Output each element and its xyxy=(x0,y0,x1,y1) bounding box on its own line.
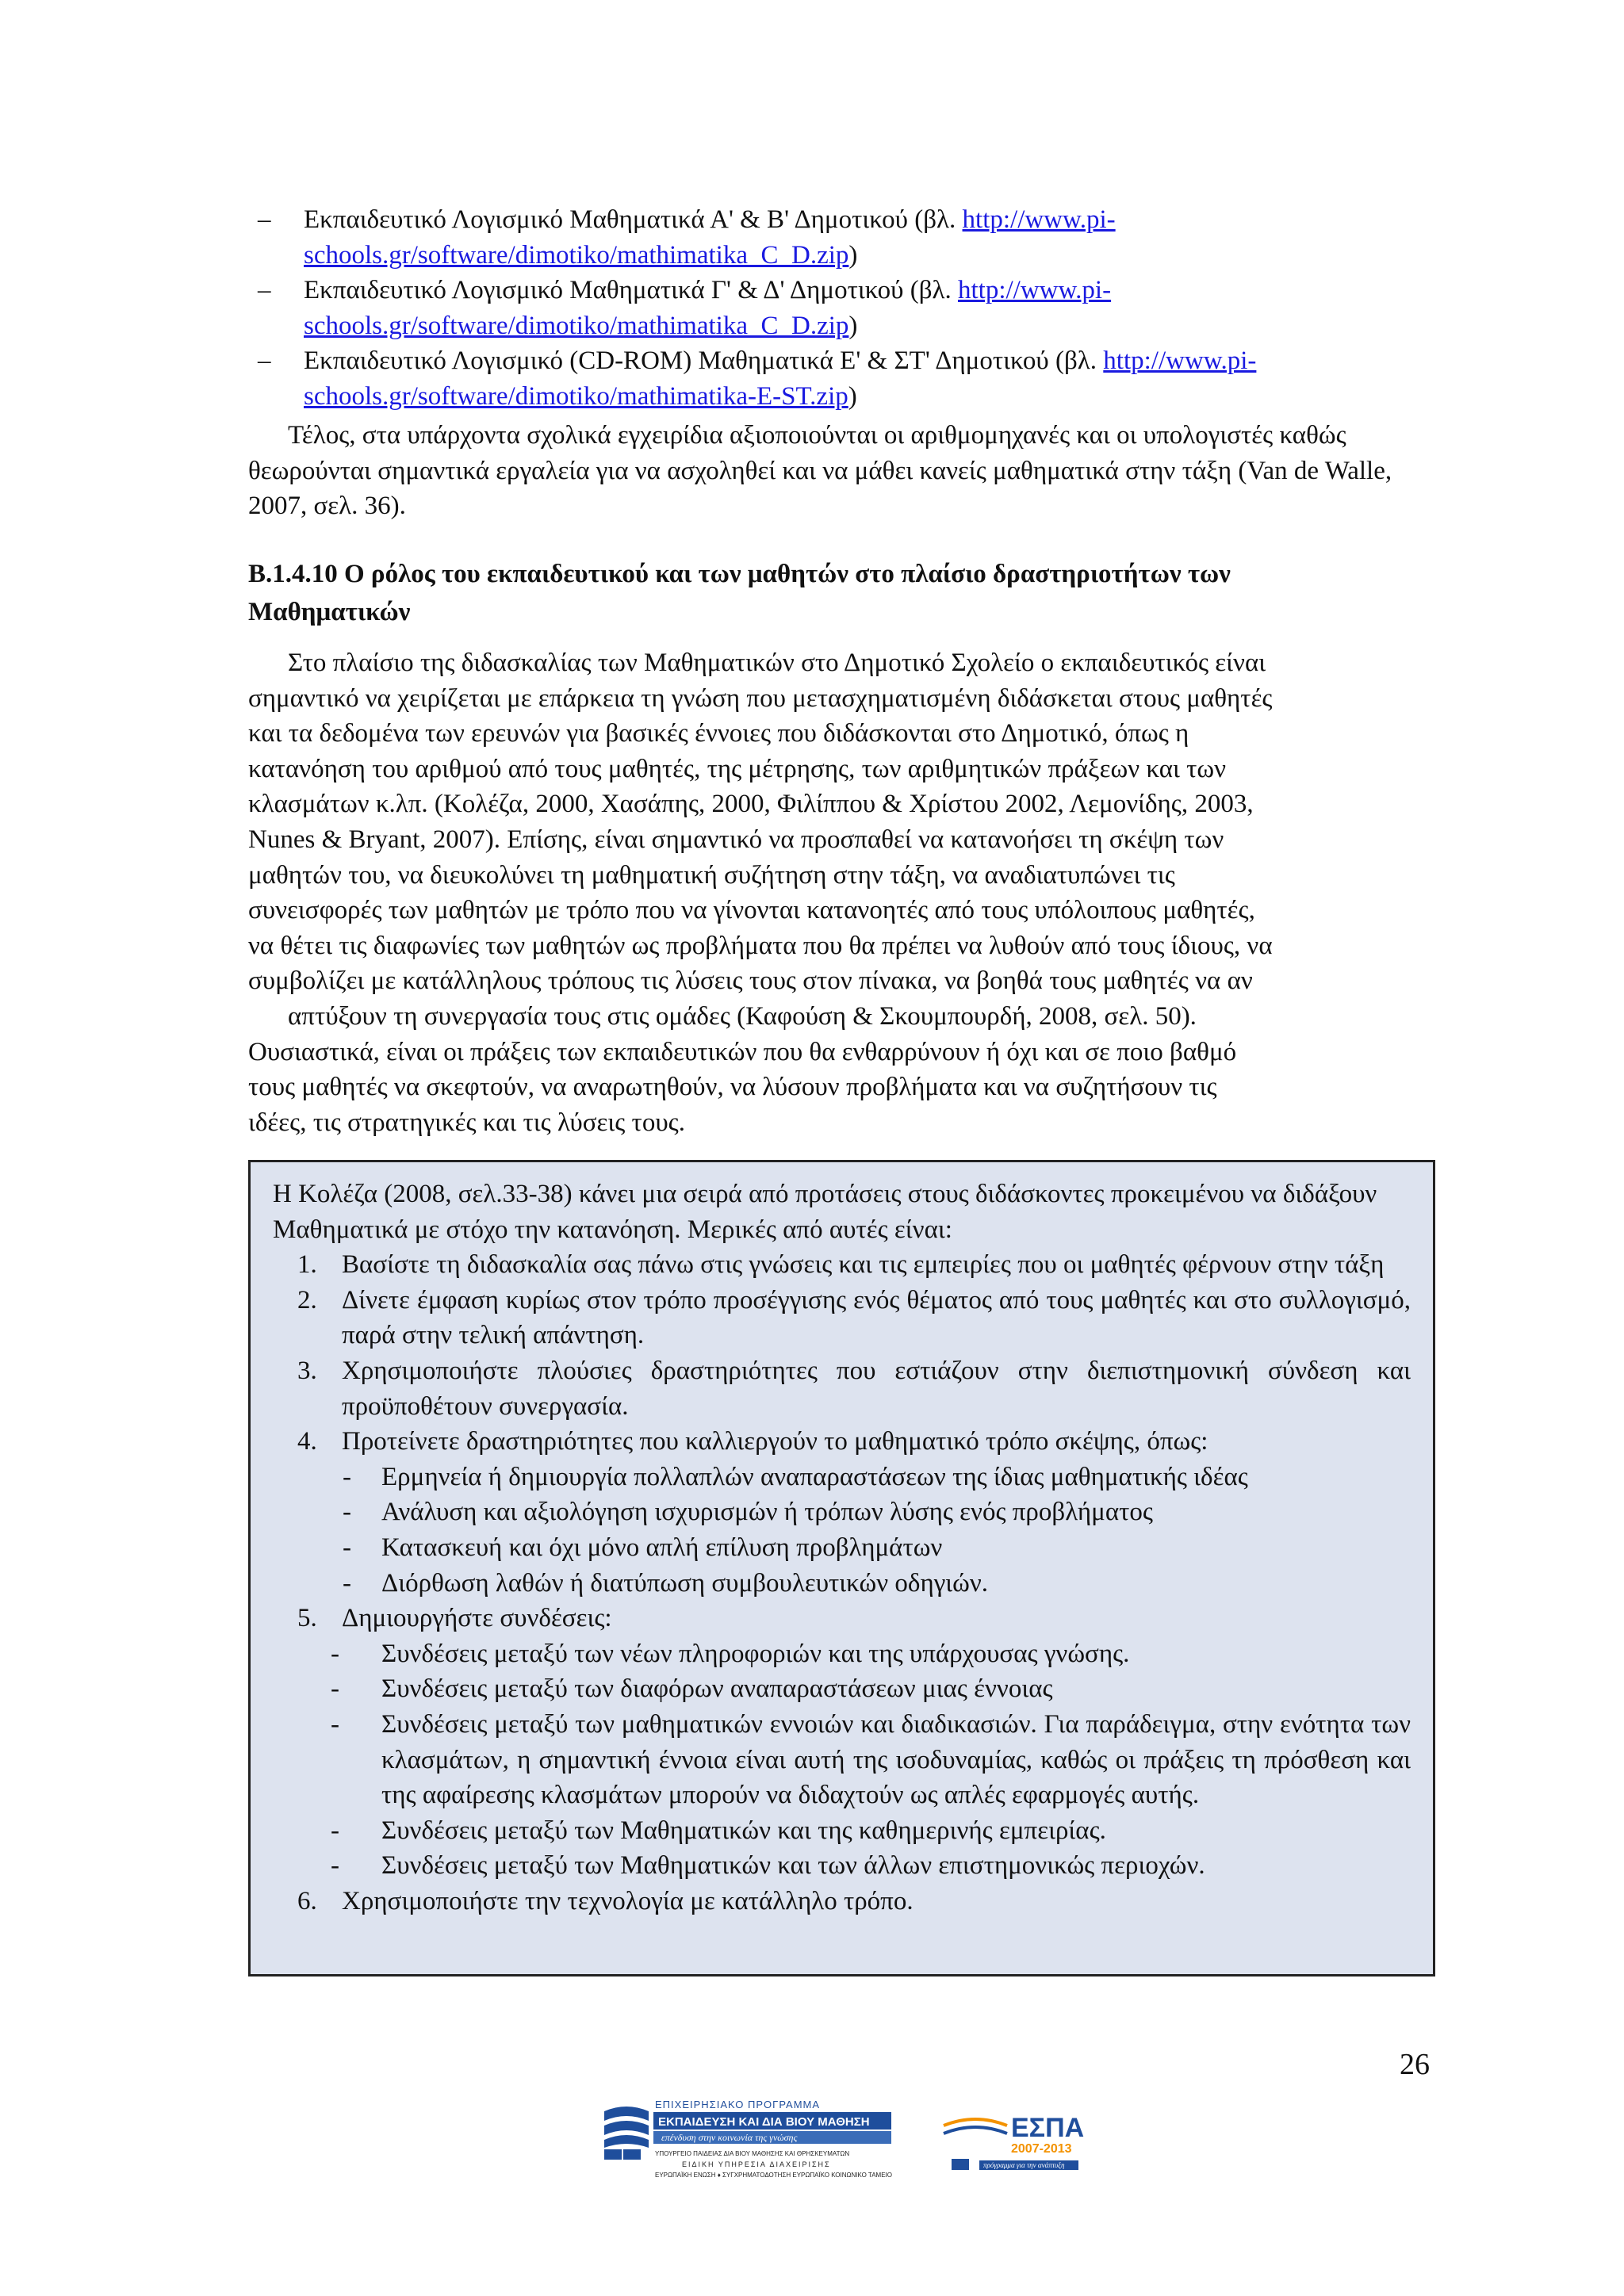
paragraph-line: τους μαθητές να σκεφτούν, να αναρωτηθούν, να λύσουν προβλήματα και να συζητήσουν τις xyxy=(248,1073,1217,1102)
sub-item-text: Διόρθωση λαθών ή διατύπωση συμβουλευτικών οδηγιών. xyxy=(381,1568,989,1598)
item-number: 2. xyxy=(297,1285,317,1314)
espa-tagline: πρόγραμμα για την ανάπτυξη xyxy=(983,2161,1065,2169)
paragraph-line: και τα δεδομένα των ερευνών για βασικές έννοιες που διδάσκονται στο Δημοτικό, όπως η xyxy=(248,719,1189,748)
logo-line: ΕΠΙΧΕΙΡΗΣΙΑΚΟ ΠΡΟΓΡΑΜΜΑ xyxy=(655,2099,821,2110)
sub-marker: - xyxy=(343,1498,351,1527)
item-text: Χρησιμοποιήστε την τεχνολογία με κατάλληλο τρόπο. xyxy=(342,1886,914,1915)
list-item-text: Εκπαιδευτικό Λογισμικό (CD-ROM) Μαθηματικά Ε' & ΣΤ' Δημοτικού (βλ. xyxy=(304,346,1104,376)
recommendations-box xyxy=(248,1160,1435,1976)
item-number: 5. xyxy=(297,1604,317,1633)
sub-item xyxy=(273,1530,1411,1566)
sub-item xyxy=(273,1813,1411,1849)
paragraph-line: Ουσιαστικά, είναι οι πράξεις των εκπαιδευτικών που θα ενθαρρύνουν ή όχι και σε ποιο βαθμό xyxy=(248,1037,1237,1066)
item-text: Δίνετε έμφαση κυρίως στον τρόπο προσέγγισης ενός θέματος από τους μαθητές και στο συλλογισμό, παρά στην τελική απάντηση. xyxy=(342,1285,1411,1350)
logo-line: ΕΥΡΩΠΑΪΚΗ ΕΝΩΣΗ ♦ ΣΥΓΧΡΗΜΑΤΟΔΟΤΗΣΗ ΕΥΡΩΠΑΪΚΟ ΚΟΙΝΩΝΙΚΟ ΤΑΜΕΙΟ xyxy=(655,2172,892,2179)
closing-paren: ) xyxy=(848,240,858,270)
logo-line: ΕΚΠΑΙΔΕΥΣΗ ΚΑΙ ΔΙΑ ΒΙΟΥ ΜΑΘΗΣΗ xyxy=(658,2115,870,2129)
list-marker: – xyxy=(258,205,271,234)
item-number: 1. xyxy=(297,1250,317,1280)
item-text: Δημιουργήστε συνδέσεις: xyxy=(342,1604,612,1633)
wave-icon xyxy=(604,2135,649,2148)
list-item-text: Εκπαιδευτικό Λογισμικό Μαθηματικά Α' & Β' Δημοτικού (βλ. xyxy=(304,205,963,234)
software-link[interactable]: http://www.pi- xyxy=(1103,346,1257,376)
software-list xyxy=(248,202,1438,415)
section-heading-line: Β.1.4.10 Ο ρόλος του εκπαιδευτικού και των μαθητών στο πλαίσιο δραστηριοτήτων των xyxy=(248,560,1231,588)
item-number: 6. xyxy=(297,1886,317,1915)
wave-icon xyxy=(604,2121,649,2135)
sub-marker: - xyxy=(331,1709,339,1739)
paragraph-line: συμβολίζει με κατάλληλους τρόπους τις λύσεις τους στον πίνακα, να βοηθά τους μαθητές να αν xyxy=(248,966,1253,996)
item-text: Χρησιμοποιήστε πλούσιες δραστηριότητες που εστιάζουν στην διεπιστημονική σύνδεση και προϋποθέτουν συνεργασία. xyxy=(342,1356,1411,1421)
numbered-item xyxy=(273,1884,1411,1919)
sub-marker: - xyxy=(331,1639,339,1668)
section-heading-line: Μαθηματικών xyxy=(248,598,411,626)
list-item xyxy=(248,273,1438,343)
logo-line: ΕΙΔΙΚΗ ΥΠΗΡΕΣΙΑ ΔΙΑΧΕΙΡΙΣΗΣ xyxy=(682,2160,831,2168)
closing-paren: ) xyxy=(848,311,858,340)
numbered-item xyxy=(273,1353,1411,1424)
sub-item-text: Συνδέσεις μεταξύ των μαθηματικών εννοιών και διαδικασιών. Για παράδειγμα, στην ενότητα των κλασμάτων, η σημαντική έννοια είναι αυτή της ισοδυναμίας, καθώς οι πράξεις τη πρόσθεση και της αφαίρεσης κλασμάτων μπορούν να διδαχτούν ως απλές εφαρμογές αυτής. xyxy=(381,1709,1411,1810)
sub-item xyxy=(273,1460,1411,1495)
paragraph-line: συνεισφορές των μαθητών με τρόπο που να γίνονται κατανοητές από τους υπόλοιπους μαθητές, xyxy=(248,896,1255,925)
wave-icon xyxy=(604,2107,649,2121)
numbered-item xyxy=(273,1601,1411,1636)
software-link-continued[interactable]: schools.gr/software/dimotiko/mathimatika-E-ST.zip xyxy=(304,381,848,411)
logo-line: επένδυση στην κοινωνία της γνώσης xyxy=(661,2132,798,2143)
sub-item-text: Συνδέσεις μεταξύ των Μαθηματικών και των άλλων επιστημονικώς περιοχών. xyxy=(381,1851,1205,1881)
paragraph-line: κατανόηση του αριθμού από τους μαθητές, της μέτρησης, των αριθμητικών πράξεων και των xyxy=(248,754,1227,783)
list-item xyxy=(248,202,1438,273)
section-heading xyxy=(248,555,1422,631)
sub-marker: - xyxy=(343,1533,351,1562)
sub-marker: - xyxy=(343,1462,351,1491)
espa-logo xyxy=(944,2113,1084,2170)
paragraph-line: απτύξουν τη συνεργασία τους στις ομάδες (Καφούση & Σκουμπουρδή, 2008, σελ. 50). xyxy=(288,1001,1197,1031)
sub-item-text: Συνδέσεις μεταξύ των διαφόρων αναπαραστάσεων μιας έννοιας xyxy=(381,1674,1053,1704)
intro-paragraph: Τέλος, στα υπάρχοντα σχολικά εγχειρίδια αξιοποιούνται οι αριθμομηχανές και οι υπολογιστές καθώς θεωρούνται σημαντικά εργαλεία για να ασχοληθεί και να μάθει κανείς μαθηματικά στην τάξη (Van de Walle, 2007, σελ. 36). xyxy=(248,421,1392,521)
paragraph-line: ιδέες, τις στρατηγικές και τις λύσεις τους. xyxy=(248,1108,685,1137)
item-text: Προτείνετε δραστηριότητες που καλλιεργούν το μαθηματικό τρόπο σκέψης, όπως: xyxy=(342,1427,1208,1456)
software-link-continued[interactable]: schools.gr/software/dimotiko/mathimatika_C_D.zip xyxy=(304,311,849,340)
sub-item xyxy=(273,1494,1411,1530)
paragraph-line: να θέτει τις διαφωνίες των μαθητών ως προβλήματα που θα πρέπει να λυθούν από τους ίδιους, να xyxy=(248,931,1273,960)
sub-marker: - xyxy=(343,1568,351,1598)
paragraph-line: μαθητών του, να διευκολύνει τη μαθηματική συζήτηση στην τάξη, να αναδιατυπώνει τις xyxy=(248,860,1175,890)
eu-flag-icon xyxy=(604,2149,622,2160)
sub-item xyxy=(273,1707,1411,1813)
numbered-item xyxy=(273,1247,1411,1283)
arc-icon xyxy=(944,2127,1007,2133)
list-marker: – xyxy=(258,346,271,376)
software-link[interactable]: http://www.pi- xyxy=(962,205,1116,234)
arc-icon xyxy=(944,2119,1007,2126)
sub-item xyxy=(273,1848,1411,1884)
sub-item-text: Κατασκευή και όχι μόνο απλή επίλυση προβλημάτων xyxy=(381,1533,943,1562)
paragraph-line: κλασμάτων κ.λπ. (Κολέζα, 2000, Χασάπης, 2000, Φιλίππου & Χρίστου 2002, Λεμονίδης, 2003, xyxy=(248,790,1254,819)
page-number: 26 xyxy=(1400,2048,1430,2081)
software-link-continued[interactable]: schools.gr/software/dimotiko/mathimatika_C_D.zip xyxy=(304,240,849,270)
logo-line: ΥΠΟΥΡΓΕΙΟ ΠΑΙΔΕΙΑΣ ΔΙΑ ΒΙΟΥ ΜΑΘΗΣΗΣ ΚΑΙ ΘΡΗΣΚΕΥΜΑΤΩΝ xyxy=(655,2150,850,2157)
sub-marker: - xyxy=(331,1816,339,1845)
greek-flag-icon xyxy=(623,2149,641,2160)
sub-marker: - xyxy=(331,1851,339,1881)
item-text: Βασίστε τη διδασκαλία σας πάνω στις γνώσεις και τις εμπειρίες που οι μαθητές φέρνουν στην τάξη xyxy=(342,1250,1385,1280)
software-link[interactable]: http://www.pi- xyxy=(957,276,1112,305)
main-paragraph xyxy=(248,645,1422,1140)
item-number: 4. xyxy=(297,1427,317,1456)
paragraph-line: σημαντικό να χειρίζεται με επάρκεια τη γνώση που μετασχηματισμένη διδάσκεται στους μαθητές xyxy=(248,683,1273,713)
espa-years: 2007-2013 xyxy=(1011,2142,1072,2156)
box-intro: Η Κολέζα (2008, σελ.33-38) κάνει μια σειρά από προτάσεις στους διδάσκοντες προκειμένου να διδάξουν Μαθηματικά με στόχο την κατανόηση. Μερικές από αυτές είναι: xyxy=(273,1180,1377,1244)
closing-paren: ) xyxy=(848,381,857,411)
sub-item-text: Συνδέσεις μεταξύ των νέων πληροφοριών και της υπάρχουσας γνώσης. xyxy=(381,1639,1130,1668)
numbered-item xyxy=(273,1283,1411,1353)
sub-marker: - xyxy=(331,1674,339,1704)
sub-item xyxy=(273,1671,1411,1707)
sub-item-text: Ανάλυση και αξιολόγηση ισχυρισμών ή τρόπων λύσης ενός προβλήματος xyxy=(381,1498,1153,1527)
item-number: 3. xyxy=(297,1356,317,1385)
sub-item-text: Συνδέσεις μεταξύ των Μαθηματικών και της καθημερινής εμπειρίας. xyxy=(381,1816,1106,1845)
numbered-item xyxy=(273,1424,1411,1460)
list-item-text: Εκπαιδευτικό Λογισμικό Μαθηματικά Γ' & Δ' Δημοτικού (βλ. xyxy=(304,276,958,305)
sub-item xyxy=(273,1566,1411,1601)
list-marker: – xyxy=(258,276,271,305)
espa-title: ΕΣΠΑ xyxy=(1011,2113,1085,2143)
paragraph-line: Nunes & Bryant, 2007). Επίσης, είναι σημαντικό να προσπαθεί να κατανοήσει τη σκέψη των xyxy=(248,825,1224,854)
paragraph-line: Στο πλαίσιο της διδασκαλίας των Μαθηματικών στο Δημοτικό Σχολείο ο εκπαιδευτικός είναι xyxy=(288,649,1266,677)
program-logo xyxy=(604,2099,892,2179)
greek-flag-icon xyxy=(952,2159,969,2170)
footer-logos xyxy=(603,2097,1086,2192)
sub-item xyxy=(273,1636,1411,1672)
sub-item-text: Ερμηνεία ή δημιουργία πολλαπλών αναπαραστάσεων της ίδιας μαθηματικής ιδέας xyxy=(381,1462,1248,1491)
list-item xyxy=(248,343,1438,414)
